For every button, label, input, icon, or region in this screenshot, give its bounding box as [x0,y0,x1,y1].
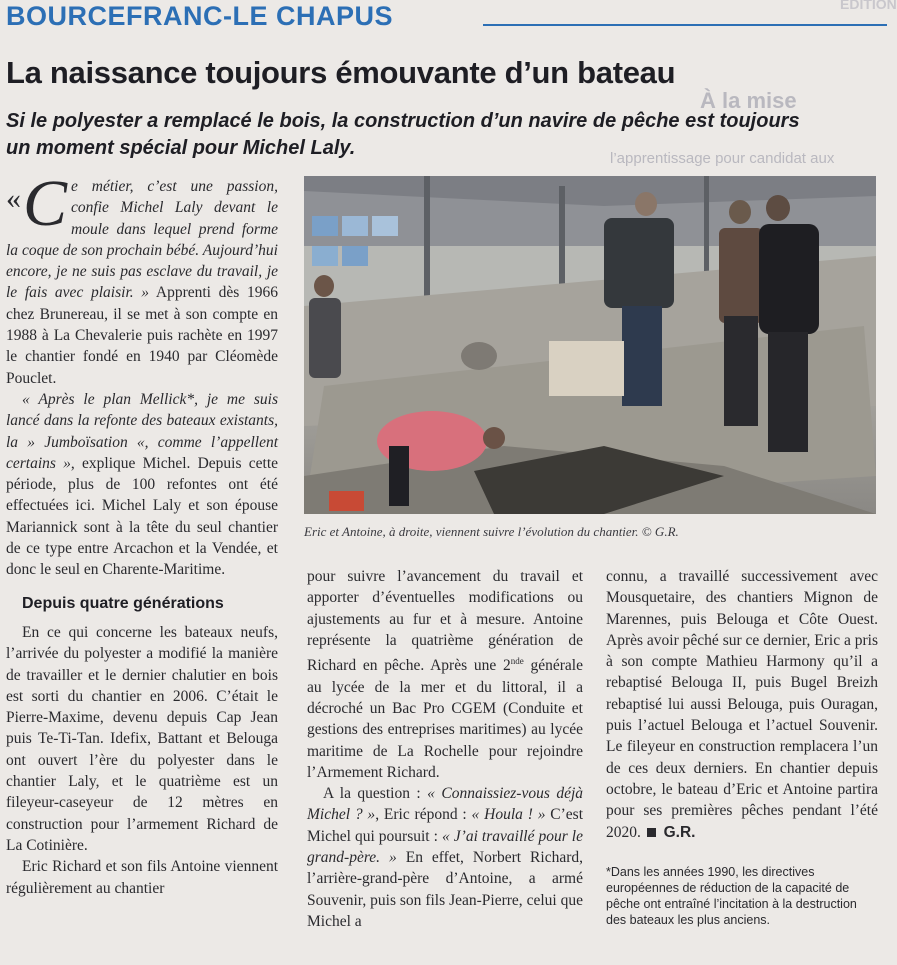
column-2-text: pour suivre l’avancement du travail et apporter d’éventuelles modifications ou ajustements au fur et à mesure. Antoine représente la quatrième génération de Richard en pêche. Après une 2 [307,568,583,675]
section-rule [483,24,887,26]
text-b: , Eric répond : [375,806,472,824]
paragraph-2 [6,389,278,581]
footnote: *Dans les années 1990, les directives européennes de réduction de la capacité de pêche ont entraîné l’incitation à la destruction des bateaux les plus anciens. [606,865,857,927]
drop-cap: C [23,167,68,240]
bleed-corner: EDITION [840,0,897,12]
bleed-line-2: l’apprentissage pour candidat aux [610,150,835,167]
text-d: En effet, Norbert Richard, l’arrière-grand-père d’Antoine, a armé Souvenir, puis son fils Jean-Pierre, celui que Michel a [307,849,583,930]
lead-quote: e métier, c’est une passion, confie Michel Laly devant le moule dans lequel prend forme la coque de son prochain bébé. Aujourd’hui encore, je ne suis pas esclave du travail, je le fais avec plaisir. » [6,178,278,302]
column-2-paragraph-1 [307,566,583,783]
column-3-paragraph [606,566,878,843]
text-a: A la question : [323,785,428,803]
deck: Si le polyester a remplacé le bois, la construction d’un navire de pêche est toujours un moment spécial pour Michel Laly. [6,110,800,159]
subheading: Depuis quatre générations [22,594,224,612]
section-label: BOURCEFRANC-LE CHAPUS [6,1,393,31]
column-2 [307,566,583,932]
column-3-text: connu, a travaillé successivement avec Mousquetaire, des chantiers Mignon de Marennes, puis Belouga et Côte Ouest. Après avoir pêché sur ce dernier, Eric a pris à son compte Mathieu Harmony qu’il a rebaptisé Belouga II, puis Bugel Breizh rebaptisé lui aussi Belouga, puis Ouragan, puis l’actuel Belouga et l’actuel Souvenir. Le fileyeur en construction remplacera l’un de ces deux derniers. En chantier depuis octobre, le bateau d’Eric et Antoine partira pour ses premières pêches pendant l’été 2020. [606,568,878,841]
quote-question: « Connaissiez-vous déjà Michel ? » [307,785,584,824]
end-mark-icon [647,828,656,837]
column-3 [606,566,878,843]
paragraph-2-quote: « Après le plan Mellick*, je me suis lancé dans la refonte des bateaux existants, la » Jumboïsation «, comme l’appellent certains » [6,390,278,472]
opening-quote: « [6,182,21,215]
column-1 [6,167,278,899]
workshop-photo [304,176,876,514]
column-2-text-rest: générale au lycée de la mer et du littoral, il a décroché un Bac Pro CGEM (Conduite et gestions des entreprises maritimes) au lycée maritime de La Rochelle pour rejoindre l’Armement Richard. [307,657,583,781]
column-2-paragraph-2 [307,783,583,932]
bleed-line-1: À la mise [700,88,797,113]
quote-reply: « Houla ! » [471,806,546,824]
photo-caption: Eric et Antoine, à droite, viennent suivre l’évolution du chantier. © G.R. [304,524,679,539]
text-c: C’est Michel qui poursuit : [307,806,583,845]
superscript: nde [510,656,524,667]
quote-michel: « J’ai travaillé pour le grand-père. » [307,827,583,867]
paragraph-3: En ce qui concerne les bateaux neufs, l’arrivée du polyester a modifié la manière de travailler et le dernier chalutier en bois est sorti du chantier en 2006. C’était le Pierre-Maxime, devenu depuis Cap Jean puis Te-Ti-Tan. Idefix, Battant et Belouga ont ouvert l’ère du polyester dans le chantier Laly, et le quatrième est un fileyeur-caseyeur de 12 mètres en construction pour l’armement Richard de La Cotinière. [6,623,278,854]
paragraph-2-rest: , explique Michel. Depuis cette période, plus de 100 refontes ont été effectuées ici. Michel Laly et son épouse Mariannick sont à la tête du seul chantier de ce type entre Arcachon et la Vendée, et donc le seul en Charente-Maritime. [6,454,278,579]
workshop-illustration [304,176,876,514]
lead-paragraph [6,167,278,389]
paragraph-4: Eric Richard et son fils Antoine viennent régulièrement au chantier [6,858,278,897]
signature: G.R. [663,823,696,841]
lead-rest: Apprenti dès 1966 chez Brunereau, il se met à son compte en 1988 à La Chevalerie puis rachète en 1997 le chantier fondé en 1940 par Cléomède Pouclet. [6,284,278,387]
headline: La naissance toujours émouvante d’un bateau [6,55,676,90]
